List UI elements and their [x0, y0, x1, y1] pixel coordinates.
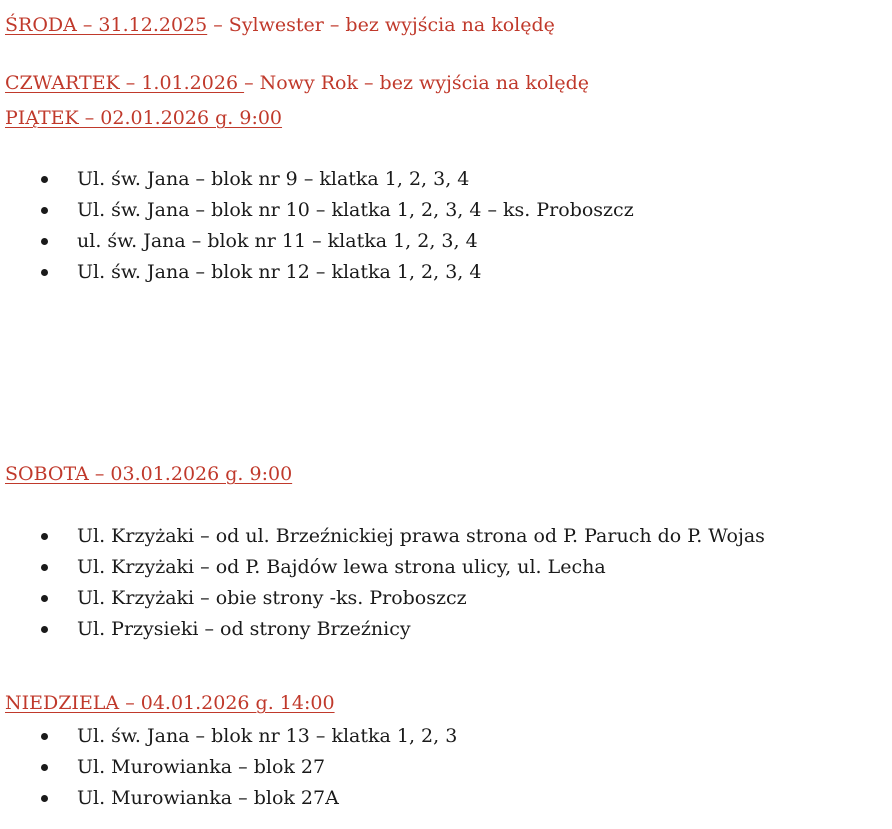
list-item: Ul. Przysieki – od strony Brzeźnicy: [0, 616, 765, 647]
heading-date: CZWARTEK – 1.01.2026: [5, 72, 245, 94]
list-item: Ul. Murowianka – blok 27: [0, 754, 457, 785]
list-item: Ul. św. Jana – blok nr 13 – klatka 1, 2, 3: [0, 723, 457, 754]
list-item: Ul. św. Jana – blok nr 10 – klatka 1, 2, 3, 4 – ks. Proboszcz: [0, 197, 634, 228]
list-item: Ul. Krzyżaki – od P. Bajdów lewa strona ulicy, ul. Lecha: [0, 554, 765, 585]
heading-date: PIĄTEK – 02.01.2026 g. 9:00: [5, 107, 283, 129]
route-list-piatek: [0, 166, 634, 290]
heading-date: SOBOTA – 03.01.2026 g. 9:00: [5, 463, 293, 485]
day-heading-niedziela: [5, 690, 335, 716]
heading-note: – Sylwester – bez wyjścia na kolędę: [207, 14, 555, 36]
heading-date: ŚRODA – 31.12.2025: [5, 14, 208, 36]
list-item: ul. św. Jana – blok nr 11 – klatka 1, 2, 3, 4: [0, 228, 634, 259]
day-heading-piatek: [5, 105, 282, 131]
list-item: Ul. Krzyżaki – obie strony -ks. Proboszcz: [0, 585, 765, 616]
list-item: Ul. św. Jana – blok nr 12 – klatka 1, 2, 3, 4: [0, 259, 634, 290]
day-heading-sroda: [5, 12, 555, 38]
route-list-niedziela: [0, 723, 457, 816]
list-item: Ul. Murowianka – blok 27A: [0, 785, 457, 816]
heading-date: NIEDZIELA – 04.01.2026 g. 14:00: [5, 692, 335, 714]
route-list-sobota: [0, 523, 765, 647]
heading-note: – Nowy Rok – bez wyjścia na kolędę: [244, 72, 590, 94]
list-item: Ul. Krzyżaki – od ul. Brzeźnickiej prawa strona od P. Paruch do P. Wojas: [0, 523, 765, 554]
day-heading-sobota: [5, 461, 292, 487]
day-heading-czwartek: [5, 70, 589, 96]
list-item: Ul. św. Jana – blok nr 9 – klatka 1, 2, 3, 4: [0, 166, 634, 197]
